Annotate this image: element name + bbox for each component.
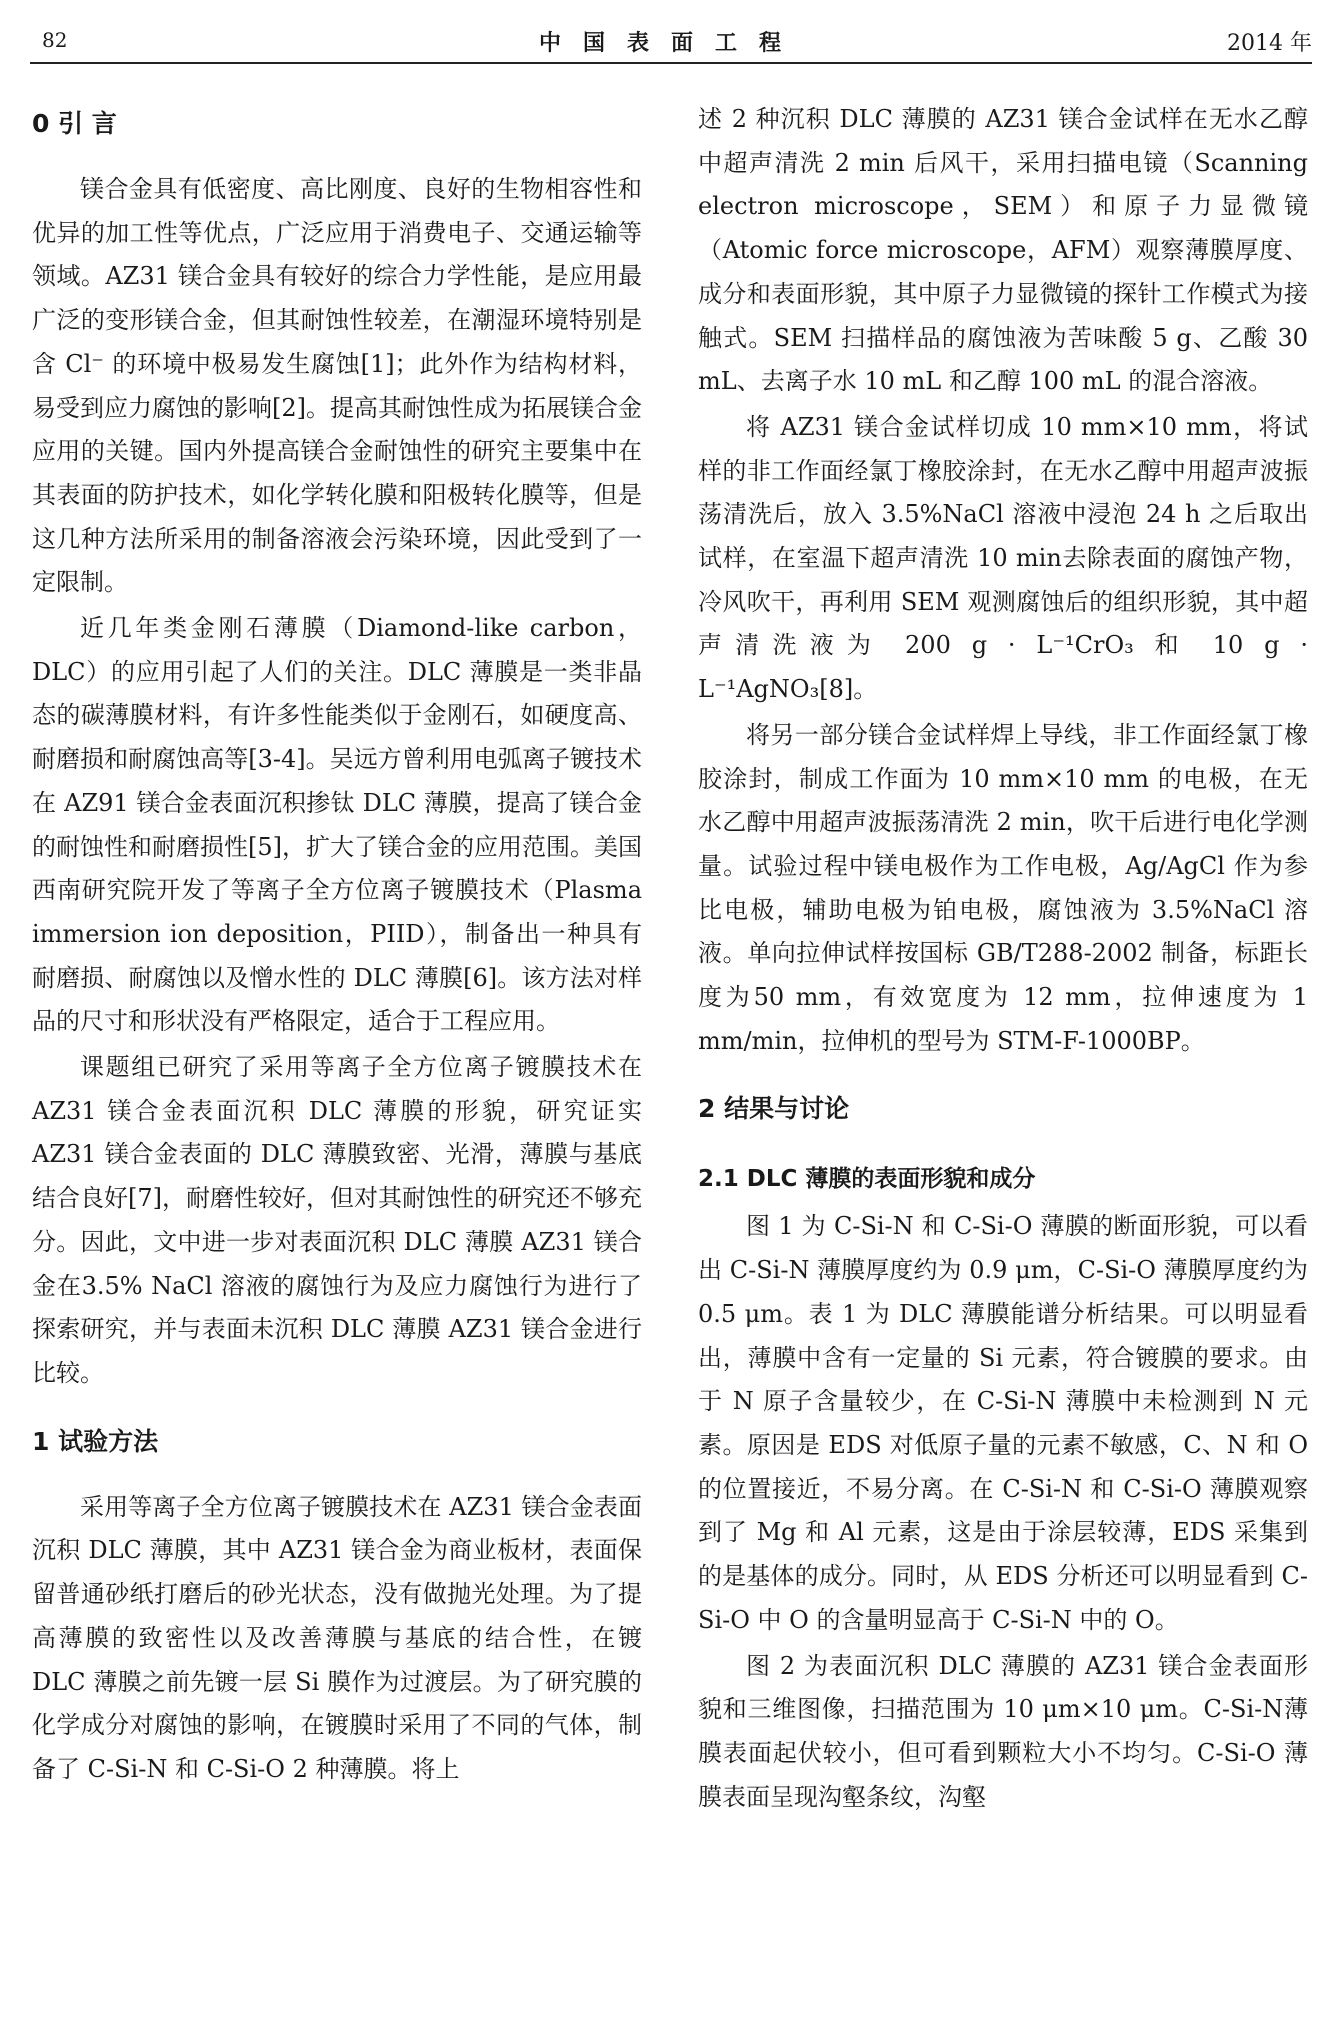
- header-divider: [30, 62, 1312, 64]
- intro-paragraph-1: 镁合金具有低密度、高比刚度、良好的生物相容性和优异的加工性等优点，广泛应用于消费电子、交通运输等领域。AZ31 镁合金具有较好的综合力学性能，是应用最广泛的变形镁合金，但其耐蚀性较差，在潮湿环境特别是含 Cl⁻ 的环境中极易发生腐蚀[1]；此外作为结构材料，易受到应力腐蚀的影响[2]。提高其耐蚀性成为拓展镁合金应用的关键。国内外提高镁合金耐蚀性的研究主要集中在其表面的防护技术，如化学转化膜和阳极转化膜等，但是这几种方法所采用的制备溶液会污染环境，因此受到了一定限制。: [32, 175, 642, 597]
- section-heading-results: 2 结果与讨论: [698, 1094, 850, 1124]
- section-heading-introduction: 0 引 言: [32, 109, 117, 138]
- publication-year: 2014 年: [1227, 31, 1312, 56]
- subsection-heading-morphology: 2.1 DLC 薄膜的表面形貌和成分: [698, 1166, 1036, 1193]
- intro-paragraph-2: 近几年类金刚石薄膜（Diamond-like carbon，DLC）的应用引起了人们的关注。DLC 薄膜是一类非晶态的碳薄膜材料，有许多性能类似于金刚石，如硬度高、耐磨损和耐腐蚀高等[3-4]。吴远方曾利用电弧离子镀技术在 AZ91 镁合金表面沉积掺钛 DLC 薄膜，提高了镁合金的耐蚀性和耐磨损性[5]，扩大了镁合金的应用范围。美国西南研究院开发了等离子全方位离子镀膜技术（Plasma immersion ion deposition，PIID），制备出一种具有耐磨损、耐腐蚀以及憎水性的 DLC 薄膜[6]。该方法对样品的尺寸和形状没有严格限定，适合于工程应用。: [32, 614, 642, 1036]
- section-heading-methods: 1 试验方法: [32, 1426, 159, 1456]
- results-paragraph-2: 图 2 为表面沉积 DLC 薄膜的 AZ31 镁合金表面形貌和三维图像，扫描范围为 10 μm×10 μm。C-Si-N薄膜表面起伏较小，但可看到颗粒大小不均匀。C-Si-O 薄膜表面呈现沟壑条纹，沟壑: [698, 1651, 1308, 1811]
- methods-paragraph-1-continued: 述 2 种沉积 DLC 薄膜的 AZ31 镁合金试样在无水乙醇中超声清洗 2 min 后风干，采用扫描电镜（Scanning electron microscope，SEM）和原子力显微镜（Atomic force microscope，AFM）观察薄膜厚度、成分和表面形貌，其中原子力显微镜的探针工作模式为接触式。SEM 扫描样品的腐蚀液为苦味酸 5 g、乙酸 30 mL、去离子水 10 mL 和乙醇 100 mL 的混合溶液。: [698, 105, 1308, 396]
- left-column: [32, 98, 642, 1794]
- methods-paragraph-3: 将另一部分镁合金试样焊上导线，非工作面经氯丁橡胶涂封，制成工作面为 10 mm×10 mm 的电极，在无水乙醇中用超声波振荡清洗 2 min，吹干后进行电化学测量。试验过程中镁电极作为工作电极，Ag/AgCl 作为参比电极，辅助电极为铂电极，腐蚀液为 3.5%NaCl 溶液。单向拉伸试样按国标 GB/T288-2002 制备，标距长度为50 mm，有效宽度为 12 mm，拉伸速度为 1 mm/min，拉伸机的型号为 STM-F-1000BP。: [698, 720, 1308, 1055]
- right-column: [698, 98, 1308, 1821]
- intro-paragraph-3: 课题组已研究了采用等离子全方位离子镀膜技术在 AZ31 镁合金表面沉积 DLC 薄膜的形貌，研究证实 AZ31 镁合金表面的 DLC 薄膜致密、光滑，薄膜与基底结合良好[7]，耐磨性较好，但对其耐蚀性的研究还不够充分。因此，文中进一步对表面沉积 DLC 薄膜 AZ31 镁合金在3.5% NaCl 溶液的腐蚀行为及应力腐蚀行为进行了探索研究，并与表面未沉积 DLC 薄膜 AZ31 镁合金进行比较。: [32, 1053, 642, 1387]
- page-number: 82: [42, 28, 68, 52]
- methods-paragraph-1: 采用等离子全方位离子镀膜技术在 AZ31 镁合金表面沉积 DLC 薄膜，其中 AZ31 镁合金为商业板材，表面保留普通砂纸打磨后的砂光状态，没有做抛光处理。为了提高薄膜的致密性以及改善薄膜与基底的结合性，在镀 DLC 薄膜之前先镀一层 Si 膜作为过渡层。为了研究膜的化学成分对腐蚀的影响，在镀膜时采用了不同的气体，制备了 C-Si-N 和 C-Si-O 2 种薄膜。将上: [32, 1492, 642, 1783]
- journal-title: 中国表面工程: [538, 30, 803, 56]
- page-header: [30, 22, 1312, 62]
- results-paragraph-1: 图 1 为 C-Si-N 和 C-Si-O 薄膜的断面形貌，可以看出 C-Si-N 薄膜厚度约为 0.9 μm，C-Si-O 薄膜厚度约为 0.5 μm。表 1 为 DLC 薄膜能谱分析结果。可以明显看出，薄膜中含有一定量的 Si 元素，符合镀膜的要求。由于 N 原子含量较少，在 C-Si-N 薄膜中未检测到 N 元素。原因是 EDS 对低原子量的元素不敏感，C、N 和 O 的位置接近，不易分离。在 C-Si-N 和 C-Si-O 薄膜观察到了 Mg 和 Al 元素，这是由于涂层较薄，EDS 采集到的是基体的成分。同时，从 EDS 分析还可以明显看到 C-Si-O 中 O 的含量明显高于 C-Si-N 中的 O。: [698, 1212, 1308, 1634]
- methods-paragraph-2: 将 AZ31 镁合金试样切成 10 mm×10 mm，将试样的非工作面经氯丁橡胶涂封，在无水乙醇中用超声波振荡清洗后，放入 3.5%NaCl 溶液中浸泡 24 h 之后取出试样，在室温下超声清洗 10 min去除表面的腐蚀产物，冷风吹干，再利用 SEM 观测腐蚀后的组织形貌，其中超声清洗液为 200 g · L⁻¹CrO₃ 和 10 g · L⁻¹AgNO₃[8]。: [698, 412, 1308, 704]
